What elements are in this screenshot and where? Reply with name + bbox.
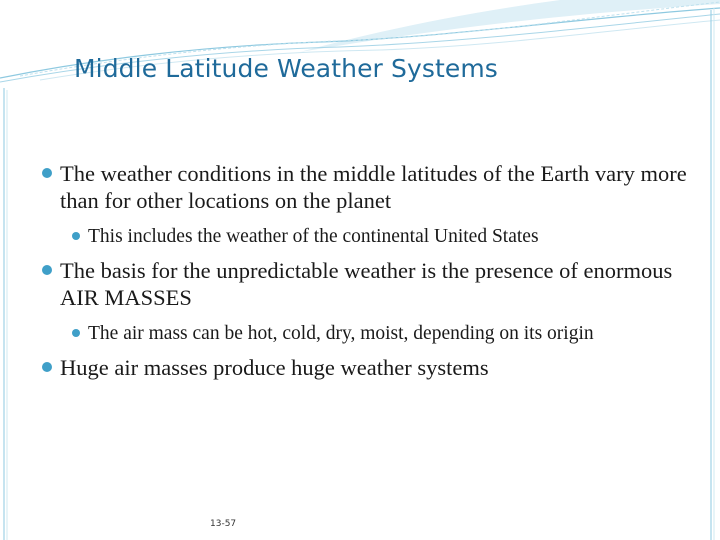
bullet-item	[40, 354, 690, 381]
top-swoosh-band	[300, 0, 720, 52]
bullet-item	[40, 160, 690, 214]
slide-number: 13-57	[210, 519, 237, 529]
bullet-text: The weather conditions in the middle latitudes of the Earth vary more than for other locations on the planet	[60, 161, 687, 213]
sub-bullet-text: This includes the weather of the continental United States	[88, 226, 539, 247]
bullet-dot-icon	[42, 168, 52, 178]
bullet-dot-icon	[42, 362, 52, 372]
sub-bullet-item	[40, 224, 690, 249]
bullet-dot-icon	[42, 265, 52, 275]
bullet-item	[40, 257, 690, 311]
bullet-list	[40, 160, 690, 381]
bullet-text: Huge air masses produce huge weather systems	[60, 355, 489, 380]
slide-title: Middle Latitude Weather Systems	[74, 54, 498, 83]
bullet-dot-icon	[72, 232, 80, 240]
sub-bullet-item	[40, 321, 690, 346]
bullet-text: The basis for the unpredictable weather is the presence of enormous AIR MASSES	[60, 258, 673, 310]
sub-bullet-text: The air mass can be hot, cold, dry, moist, depending on its origin	[88, 323, 594, 344]
bullet-dot-icon	[72, 329, 80, 337]
